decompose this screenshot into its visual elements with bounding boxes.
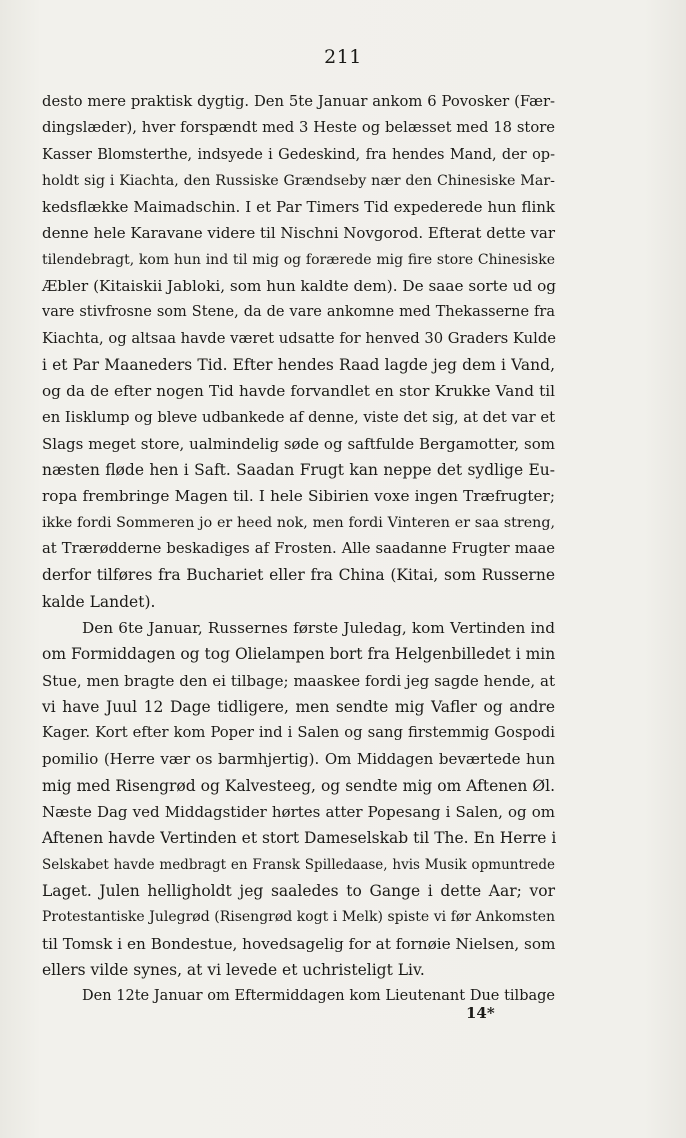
- text-line: Protestantiske Julegrød (Risengrød kogt i Melk) spiste vi før Ankomsten: [42, 909, 555, 926]
- text-line: mig med Risengrød og Kalvesteeg, og sendte mig om Aftenen Øl.: [42, 776, 555, 795]
- text-line: næsten fløde hen i Saft. Saadan Frugt kan neppe det sydlige Eu-: [42, 461, 555, 480]
- text-line: Selskabet havde medbragt en Fransk Spilledaase, hvis Musik opmuntrede: [42, 856, 555, 873]
- text-line: Den 12te Januar om Eftermiddagen kom Lieutenant Due tilbage: [82, 988, 555, 1005]
- text-line: Den 6te Januar, Russernes første Juledag, kom Vertinden ind: [82, 618, 555, 637]
- text-line: Slags meget store, ualmindelig søde og saftfulde Bergamotter, som: [42, 434, 555, 453]
- text-line: tilendebragt, kom hun ind til mig og forærede mig fire store Chinesiske: [42, 251, 555, 268]
- text-line: desto mere praktisk dygtig. Den 5te Januar ankom 6 Povosker (Fær-: [42, 93, 555, 110]
- text-line: og da de efter nogen Tid havde forvandlet en stor Krukke Vand til: [42, 382, 555, 401]
- text-line: derfor tilføres fra Buchariet eller fra China (Kitai, som Russerne: [42, 566, 555, 585]
- text-line: ellers vilde synes, at vi levede et uchristeligt Liv.: [42, 960, 425, 979]
- text-line: Kiachta, og altsaa havde været udsatte for henved 30 Graders Kulde: [42, 329, 556, 347]
- text-line: en Iisklump og bleve udbankede af denne, viste det sig, at det var et: [42, 408, 555, 426]
- signature-mark: 14*: [466, 1004, 495, 1022]
- text-line: i et Par Maaneders Tid. Efter hendes Raad lagde jeg dem i Vand,: [42, 355, 555, 374]
- text-line: ikke fordi Sommeren jo er heed nok, men fordi Vinteren er saa streng,: [42, 514, 555, 531]
- text-line: Aftenen havde Vertinden et stort Dameselskab til The. En Herre i: [42, 829, 557, 848]
- text-line: Laget. Julen helligholdt jeg saaledes to Gange i dette Aar; vor: [42, 881, 555, 900]
- text-line: holdt sig i Kiachta, den Russiske Grændseby nær den Chinesiske Mar-: [42, 172, 555, 189]
- text-line: at Trærødderne beskadiges af Frosten. Alle saadanne Frugter maae: [42, 540, 555, 558]
- text-line: kalde Landet).: [42, 592, 156, 611]
- text-line: pomilio (Herre vær os barmhjertig). Om Middagen beværtede hun: [42, 750, 555, 769]
- page-number: 211: [324, 46, 362, 68]
- text-line: kedsflække Maimadschin. I et Par Timers Tid expederede hun flink: [42, 198, 555, 217]
- text-line: til Tomsk i en Bondestue, hovedsagelig for at fornøie Nielsen, som: [42, 934, 556, 953]
- text-line: Næste Dag ved Middagstider hørtes atter Popesang i Salen, og om: [42, 803, 555, 822]
- text-line: ropa frembringe Magen til. I hele Sibirien voxe ingen Træfrugter;: [42, 487, 555, 506]
- text-line: dingslæder), hver forspændt med 3 Heste og belæsset med 18 store: [42, 119, 555, 137]
- text-line: Kasser Blomsterthe, indsyede i Gedeskind, fra hendes Mand, der op-: [42, 146, 555, 163]
- text-line: Stue, men bragte den ei tilbage; maaskee fordi jeg sagde hende, at: [42, 671, 555, 690]
- text-line: Kager. Kort efter kom Poper ind i Salen og sang firstemmig Gospodi: [42, 724, 555, 742]
- text-line: om Formiddagen og tog Olielampen bort fra Helgenbilledet i min: [42, 645, 556, 664]
- text-line: vare stivfrosne som Stene, da de vare ankomne med Thekasserne fra: [42, 304, 555, 321]
- text-line: denne hele Karavane videre til Nischni Novgorod. Efterat dette var: [42, 224, 555, 243]
- body-text: [42, 89, 555, 1009]
- text-line: vi have Juul 12 Dage tidligere, men sendte mig Vafler og andre: [42, 697, 555, 716]
- text-line: Æbler (Kitaiskii Jabloki, som hun kaldte dem). De saae sorte ud og: [42, 277, 557, 296]
